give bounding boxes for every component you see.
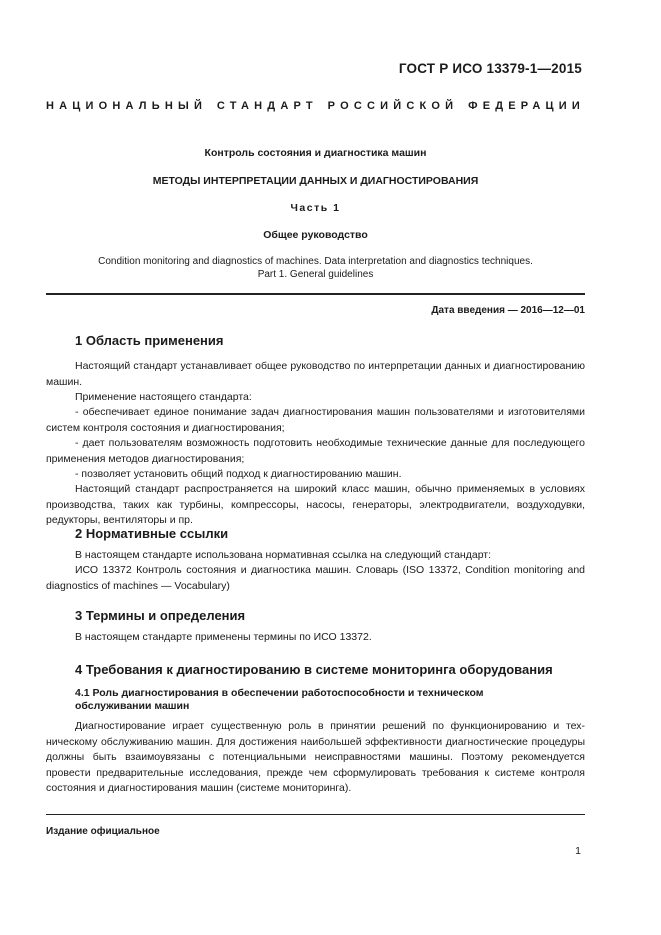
standard-title: МЕТОДЫ ИНТЕРПРЕТАЦИИ ДАННЫХ И ДИАГНОСТИРОВАНИЯ — [152, 175, 479, 187]
section-heading: 1 Область применения — [75, 333, 224, 348]
national-standard-banner — [46, 100, 585, 112]
paragraph: В настоящем стандарте применены термины по ИСО 13372. — [75, 631, 372, 643]
standard-part: Часть 1 — [290, 202, 341, 214]
paragraph: - позволяет установить общий подход к диагностированию машин. — [75, 468, 402, 480]
paragraph: - дает пользователям возможность подготовить необходимые технические данные для последующего применения методов диагностирования; — [46, 437, 585, 465]
page-number: 1 — [575, 845, 581, 857]
banner-word: СТАНДАРТ — [216, 100, 318, 112]
document-code: ГОСТ Р ИСО 13379-1—2015 — [398, 61, 582, 76]
section-heading: 2 Нормативные ссылки — [75, 526, 229, 541]
paragraph: Настоящий стандарт устанавливает общее руководство по интерпретации данных и диагностированию машин. — [46, 360, 585, 388]
paragraph: В настоящем стандарте использована нормативная ссылка на следующий стандарт: — [75, 549, 492, 561]
footer-divider — [46, 814, 585, 815]
edition-label: Издание официальное — [46, 826, 160, 837]
paragraph: Применение настоящего стандарта: — [75, 391, 252, 403]
banner-word: РОССИЙСКОЙ — [327, 100, 459, 112]
paragraph: - обеспечивает единое понимание задач диагностирования машин пользователями и изготовителями систем контроля состояния и диагностирования; — [46, 406, 585, 434]
english-title-line: Part 1. General guidelines — [257, 269, 374, 280]
introduction-date: Дата введения — 2016—12—01 — [431, 305, 585, 316]
standard-field: Контроль состояния и диагностика машин — [204, 147, 427, 159]
section-heading: 3 Термины и определения — [75, 608, 246, 623]
section-heading: 4 Требования к диагностированию в системе мониторинга оборудования — [75, 662, 553, 677]
paragraph: Диагностирование играет существенную роль в принятии решений по функционированию и техническому обслуживанию машин. Для достижения наибольшей эффективности диагностические процедуры должны быть взаимоувязаны с потенциальными неисправностями машины. Поэтому рекомендуется провести предварительные исследования, прежде чем сформулировать требования к системе контроля состояния и диагностирования машин (системе мониторинга). — [46, 720, 585, 795]
title-divider — [46, 293, 585, 295]
standard-subtitle: Общее руководство — [263, 229, 368, 241]
paragraph: ИСО 13372 Контроль состояния и диагностика машин. Словарь (ISO 13372, Condition monitoring and diagnostics of machines — Vocabulary) — [46, 564, 585, 592]
banner-word: НАЦИОНАЛЬНЫЙ — [46, 100, 208, 112]
english-title-line: Condition monitoring and diagnostics of machines. Data interpretation and diagnostics techniques. — [98, 256, 533, 267]
banner-word: ФЕДЕРАЦИИ — [468, 100, 585, 112]
subsection-heading: 4.1 Роль диагностирования в обеспечении работоспособности и техническом обслуживании машин — [75, 687, 484, 712]
english-title — [46, 255, 585, 281]
paragraph: Настоящий стандарт распространяется на широкий класс машин, обычно применяемых в условиях производства, таких как турбины, компрессоры, насосы, генераторы, электродвигатели, воздуходувки, редукторы, вентиляторы и пр. — [46, 483, 585, 527]
